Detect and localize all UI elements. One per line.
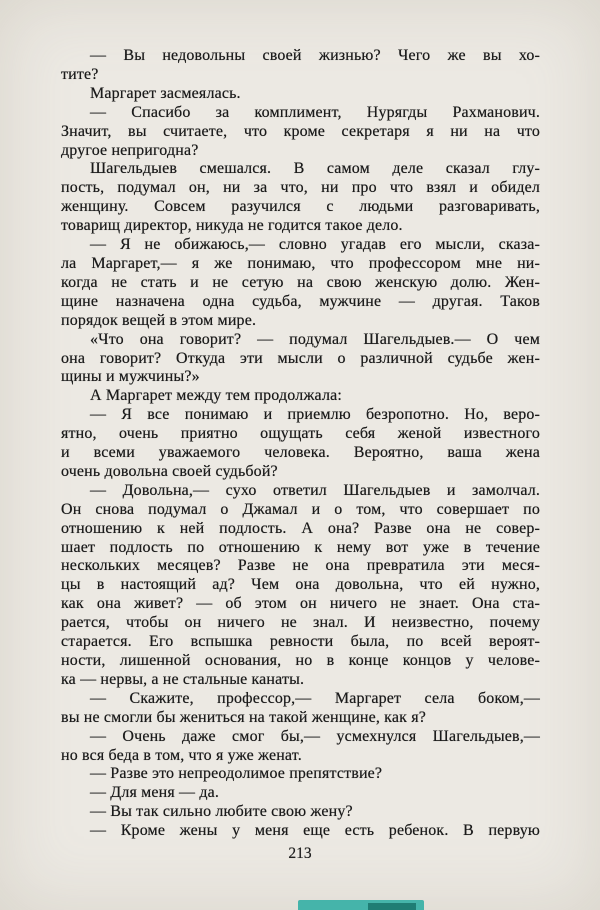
text-line: старается. Его вспышка ревности была, по всей вероят- (61, 633, 540, 651)
text-line: женщину. Совсем разучился с людьми разговаривать, (61, 198, 540, 216)
text-line: — Я все понимаю и приемлю безропотно. Но, веро- (90, 406, 540, 424)
text-line: — Спасибо за комплимент, Нурягды Рахманович. (90, 103, 540, 121)
text-line: ятно, очень приятно ощущать себя женой известного (61, 425, 540, 443)
text-line: — Довольна,— сухо ответил Шагельдыев и замолчал. (90, 481, 540, 499)
text-line: но вся беда в том, что я уже женат. (61, 746, 302, 764)
text-line: Шагельдыев смешался. В самом деле сказал глу- (90, 160, 540, 178)
text-line: щине назначена одна судьба, мужчине — другая. Таков (61, 292, 540, 310)
scan-artifact-bar (298, 900, 424, 910)
text-line: А Маргарет между тем продолжала: (90, 387, 342, 405)
text-line: другое непригодна? (61, 141, 199, 159)
text-line: — Вы так сильно любите свою жену? (90, 803, 353, 821)
text-line: — Для меня — да. (90, 784, 220, 802)
text-line: ности, лишенной основания, но в конце концов у челове- (61, 652, 540, 669)
text-line: отношению к ней подлость. А она? Разве она не совер- (61, 519, 540, 537)
text-line: «Что она говорит? — подумал Шагельдыев.— О чем (90, 330, 540, 348)
text-line: пость, подумал он, ни за что, ни про что взял и обидел (61, 179, 540, 197)
page-number: 213 (288, 845, 312, 862)
text-line: шает подлость по отношению к нему вот уже в течение (61, 538, 540, 556)
text-line: Значит, вы считаете, что кроме секретаря я ни на что (61, 122, 540, 140)
text-line: ла Маргарет,— я же понимаю, что профессором мне ни- (61, 254, 540, 272)
text-line: вы не смогли бы жениться на такой женщине, как я? (61, 708, 426, 726)
text-line: — Скажите, профессор,— Маргарет села боком,— (90, 689, 540, 707)
text-line: — Вы недовольны своей жизнью? Чего же вы хо- (90, 47, 540, 64)
text-line: и всеми уважаемого человека. Вероятно, ваша жена (61, 444, 540, 462)
text-line: порядок вещей в этом мире. (61, 311, 257, 329)
text-line: Маргарет засмеялась. (90, 84, 241, 102)
text-line: когда не стать и не сетую на свою женскую долю. Жен- (61, 273, 540, 291)
text-line: товарищ директор, никуда не годится такое дело. (61, 217, 403, 235)
text-line: рается, чтобы он ничего не знал. И неизвестно, почему (61, 614, 540, 632)
text-line: нескольких месяцев? Разве не она превратила эти меся- (61, 557, 540, 575)
text-line: — Кроме жены у меня еще есть ребенок. В первую (90, 822, 540, 840)
text-line: ка — нервы, а не стальные канаты. (61, 670, 305, 688)
text-line: тите? (61, 65, 99, 83)
scan-artifact-pattern (368, 903, 416, 910)
text-line: как она живет? — об этом он ничего не знает. Она ста- (61, 595, 540, 613)
text-line: цы в настоящий ад? Чем она довольна, что ей нужно, (61, 576, 540, 594)
text-line: очень довольна своей судьбой? (61, 462, 278, 480)
text-line: — Я не обижаюсь,— словно угадав его мысли, сказа- (90, 236, 540, 254)
text-line: она говорит? Откуда эти мысли о различной судьбе жен- (61, 349, 540, 367)
text-line: — Разве это непреодолимое препятствие? (90, 765, 383, 783)
text-line: щины и мужчины?» (61, 368, 200, 386)
text-line: Он снова подумал о Джамал и о том, что совершает по (61, 500, 540, 518)
text-line: — Очень даже смог бы,— усмехнулся Шагельдыев,— (90, 727, 540, 745)
page-text (61, 47, 540, 841)
